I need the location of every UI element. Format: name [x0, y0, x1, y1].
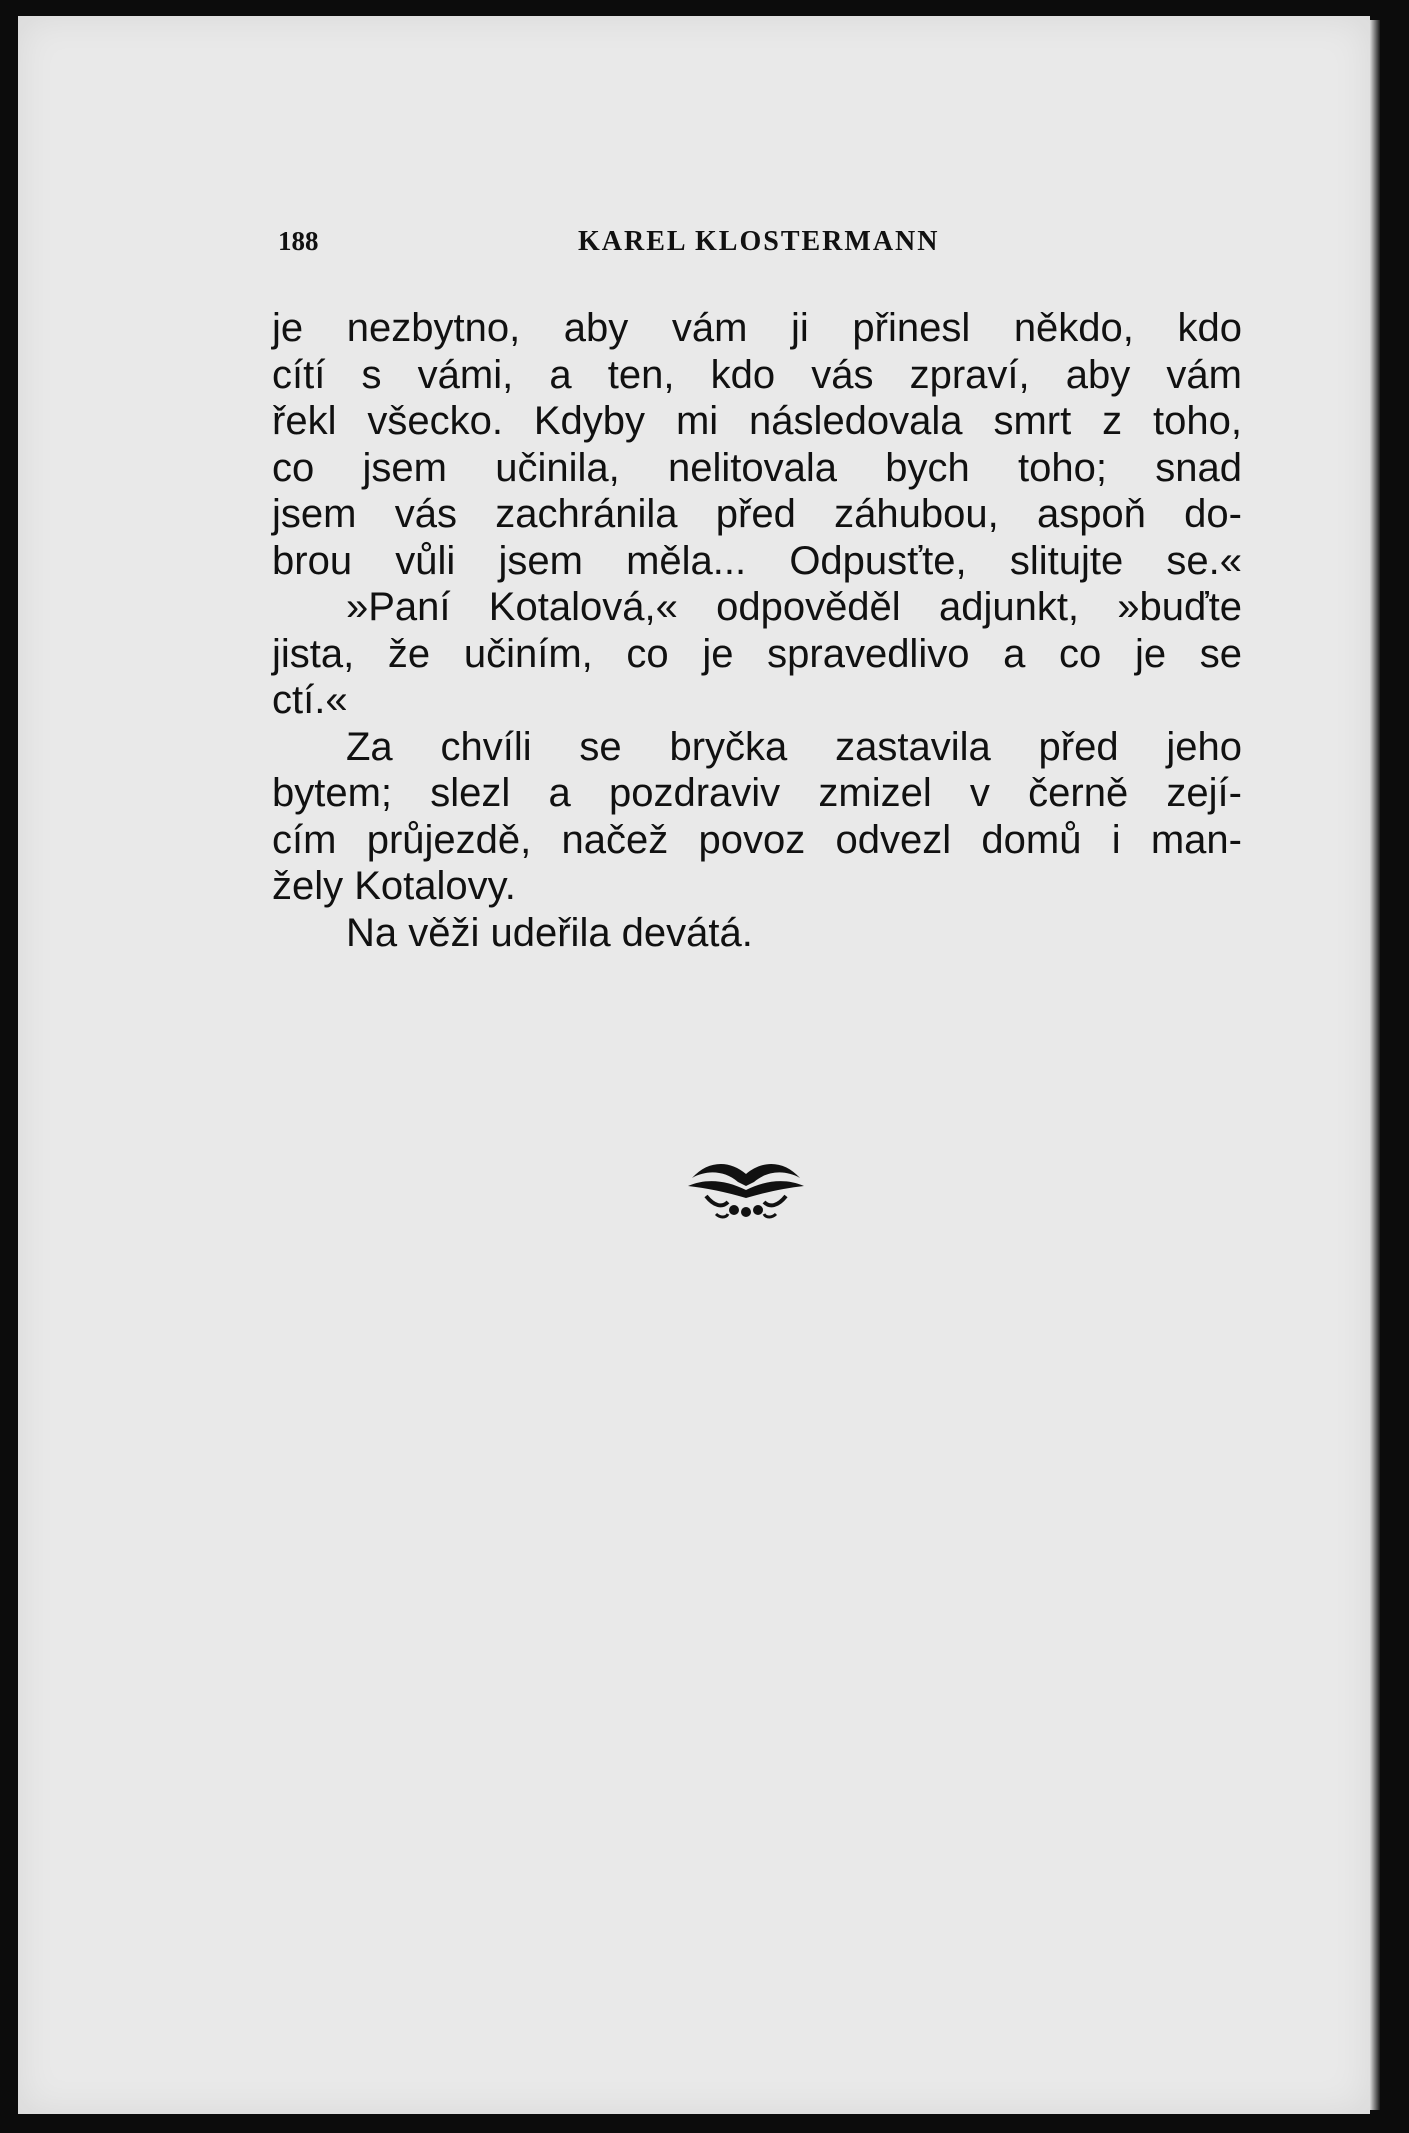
- ornament-vignette-icon: [686, 1156, 806, 1222]
- text-line: žely Kotalovy.: [272, 864, 516, 908]
- text-line: řekl všecko. Kdyby mi následovala smrt z toho,: [272, 399, 1242, 443]
- text-line: jsem vás zachránila před záhubou, aspoň do-: [272, 492, 1242, 536]
- page-header: [278, 226, 958, 266]
- text-line: Za chvíli se bryčka zastavila před jeho: [346, 724, 1242, 769]
- text-line: Na věži udeřila devátá.: [346, 910, 753, 955]
- body-text: [272, 305, 1242, 956]
- page-number: 188: [278, 226, 319, 256]
- text-line: cím průjezdě, načež povoz odvezl domů i man-: [272, 817, 1242, 862]
- page-edge: [1370, 20, 1380, 2110]
- text-line: jista, že učiním, co je spravedlivo a co je se: [272, 631, 1242, 676]
- text-line: cítí s vámi, a ten, kdo vás zpraví, aby vám: [272, 352, 1242, 397]
- text-line: je nezbytno, aby vám ji přinesl někdo, kdo: [272, 306, 1242, 350]
- text-line: ctí.«: [272, 678, 348, 722]
- text-line: »Paní Kotalová,« odpověděl adjunkt, »buďte: [346, 585, 1242, 629]
- running-head: KAREL KLOSTERMANN: [578, 226, 940, 257]
- text-line: co jsem učinila, nelitovala bych toho; snad: [272, 445, 1242, 490]
- text-line: bytem; slezl a pozdraviv zmizel v černě zejí-: [272, 771, 1242, 815]
- text-line: brou vůli jsem měla... Odpusťte, slitujte se.«: [272, 538, 1242, 583]
